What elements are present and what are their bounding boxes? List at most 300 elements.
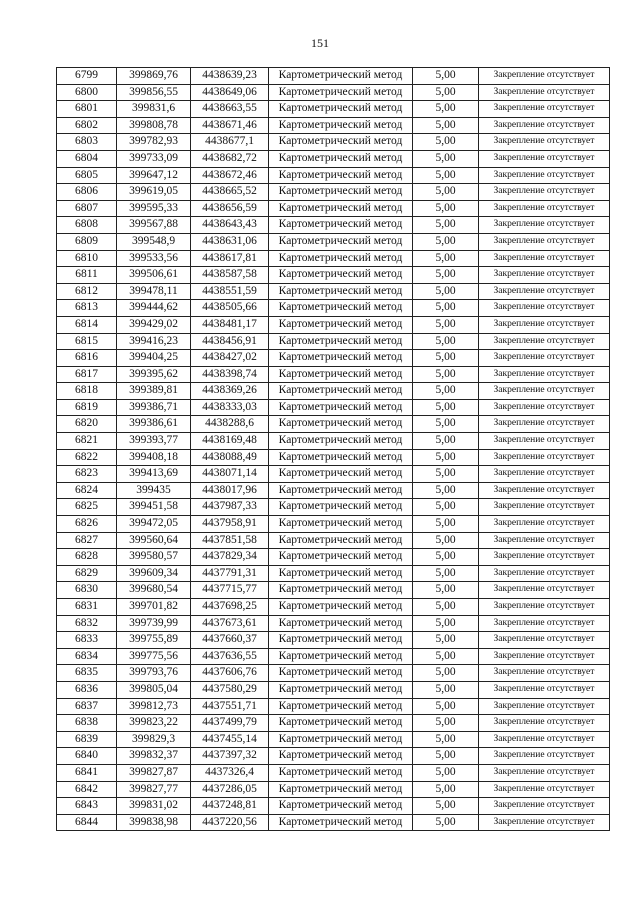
method-cell: Картометрический метод	[269, 731, 413, 748]
accuracy-cell: 5,00	[413, 283, 479, 300]
method-cell: Картометрический метод	[269, 615, 413, 632]
fixation-cell: Закрепление отсутствует	[479, 499, 610, 516]
fixation-cell: Закрепление отсутствует	[479, 134, 610, 151]
fixation-cell: Закрепление отсутствует	[479, 549, 610, 566]
coord-y-cell: 4438677,1	[191, 134, 269, 151]
fixation-cell: Закрепление отсутствует	[479, 814, 610, 831]
point-number-cell: 6805	[57, 167, 117, 184]
coord-x-cell: 399533,56	[117, 250, 191, 267]
coord-x-cell: 399408,18	[117, 449, 191, 466]
accuracy-cell: 5,00	[413, 798, 479, 815]
table-row	[57, 416, 610, 433]
coord-y-cell: 4437580,29	[191, 681, 269, 698]
accuracy-cell: 5,00	[413, 333, 479, 350]
coord-y-cell: 4437499,79	[191, 715, 269, 732]
table-row	[57, 781, 610, 798]
method-cell: Картометрический метод	[269, 798, 413, 815]
coord-x-cell: 399775,56	[117, 648, 191, 665]
table-row	[57, 333, 610, 350]
point-number-cell: 6801	[57, 101, 117, 118]
table-row	[57, 615, 610, 632]
method-cell: Картометрический метод	[269, 482, 413, 499]
table-row	[57, 316, 610, 333]
coord-y-cell: 4437829,34	[191, 549, 269, 566]
method-cell: Картометрический метод	[269, 233, 413, 250]
fixation-cell: Закрепление отсутствует	[479, 68, 610, 85]
coord-y-cell: 4437248,81	[191, 798, 269, 815]
coord-y-cell: 4437636,55	[191, 648, 269, 665]
point-number-cell: 6842	[57, 781, 117, 798]
fixation-cell: Закрепление отсутствует	[479, 582, 610, 599]
coord-x-cell: 399386,71	[117, 399, 191, 416]
coord-x-cell: 399680,54	[117, 582, 191, 599]
fixation-cell: Закрепление отсутствует	[479, 150, 610, 167]
fixation-cell: Закрепление отсутствует	[479, 532, 610, 549]
accuracy-cell: 5,00	[413, 167, 479, 184]
table-row	[57, 532, 610, 549]
coord-y-cell: 4438671,46	[191, 117, 269, 134]
coord-x-cell: 399856,55	[117, 84, 191, 101]
method-cell: Картометрический метод	[269, 433, 413, 450]
coord-x-cell: 399444,62	[117, 300, 191, 317]
coord-x-cell: 399548,9	[117, 233, 191, 250]
point-number-cell: 6802	[57, 117, 117, 134]
table-row	[57, 798, 610, 815]
fixation-cell: Закрепление отсутствует	[479, 798, 610, 815]
method-cell: Картометрический метод	[269, 599, 413, 616]
coord-y-cell: 4438587,58	[191, 267, 269, 284]
point-number-cell: 6803	[57, 134, 117, 151]
accuracy-cell: 5,00	[413, 267, 479, 284]
accuracy-cell: 5,00	[413, 665, 479, 682]
coord-y-cell: 4438369,26	[191, 383, 269, 400]
coord-x-cell: 399580,57	[117, 549, 191, 566]
coord-y-cell: 4437397,32	[191, 748, 269, 765]
point-number-cell: 6844	[57, 814, 117, 831]
accuracy-cell: 5,00	[413, 482, 479, 499]
point-number-cell: 6843	[57, 798, 117, 815]
accuracy-cell: 5,00	[413, 764, 479, 781]
point-number-cell: 6823	[57, 466, 117, 483]
coord-y-cell: 4437455,14	[191, 731, 269, 748]
point-number-cell: 6841	[57, 764, 117, 781]
table-row	[57, 449, 610, 466]
point-number-cell: 6840	[57, 748, 117, 765]
method-cell: Картометрический метод	[269, 632, 413, 649]
coord-x-cell: 399701,82	[117, 599, 191, 616]
fixation-cell: Закрепление отсутствует	[479, 101, 610, 118]
table-row	[57, 764, 610, 781]
point-number-cell: 6817	[57, 366, 117, 383]
point-number-cell: 6835	[57, 665, 117, 682]
table-row	[57, 565, 610, 582]
coord-y-cell: 4438663,55	[191, 101, 269, 118]
fixation-cell: Закрепление отсутствует	[479, 366, 610, 383]
coord-y-cell: 4438481,17	[191, 316, 269, 333]
accuracy-cell: 5,00	[413, 316, 479, 333]
fixation-cell: Закрепление отсутствует	[479, 283, 610, 300]
accuracy-cell: 5,00	[413, 399, 479, 416]
coord-x-cell: 399451,58	[117, 499, 191, 516]
point-number-cell: 6830	[57, 582, 117, 599]
coord-y-cell: 4438505,66	[191, 300, 269, 317]
coord-x-cell: 399755,89	[117, 632, 191, 649]
accuracy-cell: 5,00	[413, 781, 479, 798]
method-cell: Картометрический метод	[269, 665, 413, 682]
coord-x-cell: 399812,73	[117, 698, 191, 715]
coord-x-cell: 399386,61	[117, 416, 191, 433]
coord-x-cell: 399829,3	[117, 731, 191, 748]
method-cell: Картометрический метод	[269, 300, 413, 317]
accuracy-cell: 5,00	[413, 582, 479, 599]
point-number-cell: 6837	[57, 698, 117, 715]
coord-x-cell: 399413,69	[117, 466, 191, 483]
coord-y-cell: 4437987,33	[191, 499, 269, 516]
method-cell: Картометрический метод	[269, 648, 413, 665]
coord-x-cell: 399429,02	[117, 316, 191, 333]
point-number-cell: 6836	[57, 681, 117, 698]
coord-x-cell: 399827,77	[117, 781, 191, 798]
accuracy-cell: 5,00	[413, 632, 479, 649]
table-row	[57, 466, 610, 483]
table-row	[57, 814, 610, 831]
coord-y-cell: 4438551,59	[191, 283, 269, 300]
method-cell: Картометрический метод	[269, 200, 413, 217]
coord-y-cell: 4438682,72	[191, 150, 269, 167]
accuracy-cell: 5,00	[413, 217, 479, 234]
accuracy-cell: 5,00	[413, 200, 479, 217]
fixation-cell: Закрепление отсутствует	[479, 615, 610, 632]
table-row	[57, 101, 610, 118]
coord-x-cell: 399733,09	[117, 150, 191, 167]
table-row	[57, 482, 610, 499]
point-number-cell: 6811	[57, 267, 117, 284]
coord-y-cell: 4437673,61	[191, 615, 269, 632]
method-cell: Картометрический метод	[269, 283, 413, 300]
accuracy-cell: 5,00	[413, 300, 479, 317]
accuracy-cell: 5,00	[413, 549, 479, 566]
table-row	[57, 184, 610, 201]
coord-y-cell: 4438088,49	[191, 449, 269, 466]
point-number-cell: 6821	[57, 433, 117, 450]
point-number-cell: 6818	[57, 383, 117, 400]
accuracy-cell: 5,00	[413, 615, 479, 632]
table-row	[57, 632, 610, 649]
point-number-cell: 6825	[57, 499, 117, 516]
fixation-cell: Закрепление отсутствует	[479, 117, 610, 134]
coord-y-cell: 4438071,14	[191, 466, 269, 483]
point-number-cell: 6809	[57, 233, 117, 250]
method-cell: Картометрический метод	[269, 698, 413, 715]
method-cell: Картометрический метод	[269, 366, 413, 383]
table-row	[57, 150, 610, 167]
coord-x-cell: 399831,02	[117, 798, 191, 815]
table-row	[57, 283, 610, 300]
accuracy-cell: 5,00	[413, 648, 479, 665]
fixation-cell: Закрепление отсутствует	[479, 466, 610, 483]
accuracy-cell: 5,00	[413, 117, 479, 134]
point-number-cell: 6806	[57, 184, 117, 201]
fixation-cell: Закрепление отсутствует	[479, 482, 610, 499]
accuracy-cell: 5,00	[413, 466, 479, 483]
coord-x-cell: 399838,98	[117, 814, 191, 831]
accuracy-cell: 5,00	[413, 134, 479, 151]
table-row	[57, 350, 610, 367]
accuracy-cell: 5,00	[413, 416, 479, 433]
point-number-cell: 6807	[57, 200, 117, 217]
method-cell: Картометрический метод	[269, 117, 413, 134]
fixation-cell: Закрепление отсутствует	[479, 565, 610, 582]
table-row	[57, 200, 610, 217]
coord-x-cell: 399647,12	[117, 167, 191, 184]
table-row	[57, 731, 610, 748]
method-cell: Картометрический метод	[269, 267, 413, 284]
coord-y-cell: 4438672,46	[191, 167, 269, 184]
method-cell: Картометрический метод	[269, 549, 413, 566]
coord-x-cell: 399472,05	[117, 516, 191, 533]
table-row	[57, 366, 610, 383]
point-number-cell: 6832	[57, 615, 117, 632]
table-row	[57, 433, 610, 450]
table-row	[57, 681, 610, 698]
coord-y-cell: 4437286,05	[191, 781, 269, 798]
fixation-cell: Закрепление отсутствует	[479, 217, 610, 234]
point-number-cell: 6812	[57, 283, 117, 300]
fixation-cell: Закрепление отсутствует	[479, 250, 610, 267]
accuracy-cell: 5,00	[413, 350, 479, 367]
coord-x-cell: 399478,11	[117, 283, 191, 300]
fixation-cell: Закрепление отсутствует	[479, 449, 610, 466]
table-row	[57, 748, 610, 765]
method-cell: Картометрический метод	[269, 532, 413, 549]
table-row	[57, 582, 610, 599]
method-cell: Картометрический метод	[269, 383, 413, 400]
coord-x-cell: 399869,76	[117, 68, 191, 85]
accuracy-cell: 5,00	[413, 715, 479, 732]
accuracy-cell: 5,00	[413, 565, 479, 582]
coord-y-cell: 4438649,06	[191, 84, 269, 101]
point-number-cell: 6828	[57, 549, 117, 566]
fixation-cell: Закрепление отсутствует	[479, 200, 610, 217]
coord-y-cell: 4437326,4	[191, 764, 269, 781]
table-row	[57, 399, 610, 416]
method-cell: Картометрический метод	[269, 150, 413, 167]
point-number-cell: 6808	[57, 217, 117, 234]
method-cell: Картометрический метод	[269, 84, 413, 101]
method-cell: Картометрический метод	[269, 350, 413, 367]
fixation-cell: Закрепление отсутствует	[479, 764, 610, 781]
table-row	[57, 300, 610, 317]
coord-x-cell: 399609,34	[117, 565, 191, 582]
coord-y-cell: 4438333,03	[191, 399, 269, 416]
method-cell: Картометрический метод	[269, 101, 413, 118]
coord-x-cell: 399808,78	[117, 117, 191, 134]
coord-x-cell: 399560,64	[117, 532, 191, 549]
coord-x-cell: 399506,61	[117, 267, 191, 284]
coord-y-cell: 4438631,06	[191, 233, 269, 250]
accuracy-cell: 5,00	[413, 68, 479, 85]
method-cell: Картометрический метод	[269, 316, 413, 333]
fixation-cell: Закрепление отсутствует	[479, 316, 610, 333]
coord-y-cell: 4438665,52	[191, 184, 269, 201]
table-row	[57, 68, 610, 85]
method-cell: Картометрический метод	[269, 449, 413, 466]
point-number-cell: 6824	[57, 482, 117, 499]
method-cell: Картометрический метод	[269, 499, 413, 516]
table-row	[57, 267, 610, 284]
fixation-cell: Закрепление отсутствует	[479, 300, 610, 317]
coord-y-cell: 4438456,91	[191, 333, 269, 350]
point-number-cell: 6820	[57, 416, 117, 433]
table-row	[57, 233, 610, 250]
coord-y-cell: 4437791,31	[191, 565, 269, 582]
fixation-cell: Закрепление отсутствует	[479, 399, 610, 416]
method-cell: Картометрический метод	[269, 781, 413, 798]
accuracy-cell: 5,00	[413, 250, 479, 267]
coord-x-cell: 399395,62	[117, 366, 191, 383]
point-number-cell: 6826	[57, 516, 117, 533]
fixation-cell: Закрепление отсутствует	[479, 731, 610, 748]
coord-y-cell: 4438643,43	[191, 217, 269, 234]
table-row	[57, 117, 610, 134]
coord-y-cell: 4438017,96	[191, 482, 269, 499]
table-row	[57, 599, 610, 616]
coord-x-cell: 399793,76	[117, 665, 191, 682]
point-number-cell: 6800	[57, 84, 117, 101]
method-cell: Картометрический метод	[269, 333, 413, 350]
coord-x-cell: 399393,77	[117, 433, 191, 450]
point-number-cell: 6829	[57, 565, 117, 582]
table-row	[57, 167, 610, 184]
accuracy-cell: 5,00	[413, 532, 479, 549]
coord-y-cell: 4437851,58	[191, 532, 269, 549]
table-row	[57, 499, 610, 516]
method-cell: Картометрический метод	[269, 466, 413, 483]
coord-y-cell: 4438288,6	[191, 416, 269, 433]
table-row	[57, 715, 610, 732]
fixation-cell: Закрепление отсутствует	[479, 433, 610, 450]
coord-x-cell: 399416,23	[117, 333, 191, 350]
accuracy-cell: 5,00	[413, 681, 479, 698]
method-cell: Картометрический метод	[269, 681, 413, 698]
point-number-cell: 6804	[57, 150, 117, 167]
coord-y-cell: 4437220,56	[191, 814, 269, 831]
method-cell: Картометрический метод	[269, 748, 413, 765]
table-row	[57, 698, 610, 715]
fixation-cell: Закрепление отсутствует	[479, 665, 610, 682]
method-cell: Картометрический метод	[269, 217, 413, 234]
method-cell: Картометрический метод	[269, 565, 413, 582]
point-number-cell: 6827	[57, 532, 117, 549]
coord-y-cell: 4437958,91	[191, 516, 269, 533]
accuracy-cell: 5,00	[413, 433, 479, 450]
coord-x-cell: 399404,25	[117, 350, 191, 367]
method-cell: Картометрический метод	[269, 134, 413, 151]
point-number-cell: 6799	[57, 68, 117, 85]
point-number-cell: 6831	[57, 599, 117, 616]
point-number-cell: 6838	[57, 715, 117, 732]
point-number-cell: 6813	[57, 300, 117, 317]
point-number-cell: 6839	[57, 731, 117, 748]
coord-y-cell: 4437660,37	[191, 632, 269, 649]
point-number-cell: 6814	[57, 316, 117, 333]
accuracy-cell: 5,00	[413, 184, 479, 201]
fixation-cell: Закрепление отсутствует	[479, 632, 610, 649]
coord-x-cell: 399782,93	[117, 134, 191, 151]
method-cell: Картометрический метод	[269, 582, 413, 599]
table-row	[57, 217, 610, 234]
accuracy-cell: 5,00	[413, 150, 479, 167]
accuracy-cell: 5,00	[413, 366, 479, 383]
fixation-cell: Закрепление отсутствует	[479, 681, 610, 698]
method-cell: Картометрический метод	[269, 764, 413, 781]
point-number-cell: 6834	[57, 648, 117, 665]
method-cell: Картометрический метод	[269, 715, 413, 732]
fixation-cell: Закрепление отсутствует	[479, 350, 610, 367]
accuracy-cell: 5,00	[413, 814, 479, 831]
coord-y-cell: 4437606,76	[191, 665, 269, 682]
coord-x-cell: 399567,88	[117, 217, 191, 234]
coord-x-cell: 399435	[117, 482, 191, 499]
fixation-cell: Закрепление отсутствует	[479, 715, 610, 732]
coord-y-cell: 4438656,59	[191, 200, 269, 217]
method-cell: Картометрический метод	[269, 250, 413, 267]
accuracy-cell: 5,00	[413, 499, 479, 516]
accuracy-cell: 5,00	[413, 449, 479, 466]
accuracy-cell: 5,00	[413, 516, 479, 533]
accuracy-cell: 5,00	[413, 233, 479, 250]
coord-x-cell: 399805,04	[117, 681, 191, 698]
accuracy-cell: 5,00	[413, 698, 479, 715]
coord-y-cell: 4438617,81	[191, 250, 269, 267]
fixation-cell: Закрепление отсутствует	[479, 599, 610, 616]
accuracy-cell: 5,00	[413, 748, 479, 765]
method-cell: Картометрический метод	[269, 167, 413, 184]
point-number-cell: 6833	[57, 632, 117, 649]
coord-x-cell: 399823,22	[117, 715, 191, 732]
point-number-cell: 6816	[57, 350, 117, 367]
fixation-cell: Закрепление отсутствует	[479, 383, 610, 400]
table-row	[57, 516, 610, 533]
fixation-cell: Закрепление отсутствует	[479, 233, 610, 250]
coord-y-cell: 4437698,25	[191, 599, 269, 616]
fixation-cell: Закрепление отсутствует	[479, 698, 610, 715]
coordinates-table	[56, 67, 610, 831]
coord-x-cell: 399831,6	[117, 101, 191, 118]
method-cell: Картометрический метод	[269, 416, 413, 433]
method-cell: Картометрический метод	[269, 68, 413, 85]
point-number-cell: 6819	[57, 399, 117, 416]
page-number: 151	[311, 36, 329, 50]
coord-y-cell: 4437715,77	[191, 582, 269, 599]
fixation-cell: Закрепление отсутствует	[479, 416, 610, 433]
coord-x-cell: 399389,81	[117, 383, 191, 400]
table-row	[57, 648, 610, 665]
fixation-cell: Закрепление отсутствует	[479, 516, 610, 533]
table-row	[57, 250, 610, 267]
fixation-cell: Закрепление отсутствует	[479, 781, 610, 798]
coord-x-cell: 399619,05	[117, 184, 191, 201]
accuracy-cell: 5,00	[413, 84, 479, 101]
table-row	[57, 84, 610, 101]
table-body	[57, 68, 610, 831]
point-number-cell: 6822	[57, 449, 117, 466]
method-cell: Картометрический метод	[269, 516, 413, 533]
point-number-cell: 6810	[57, 250, 117, 267]
fixation-cell: Закрепление отсутствует	[479, 333, 610, 350]
accuracy-cell: 5,00	[413, 383, 479, 400]
coord-y-cell: 4438639,23	[191, 68, 269, 85]
